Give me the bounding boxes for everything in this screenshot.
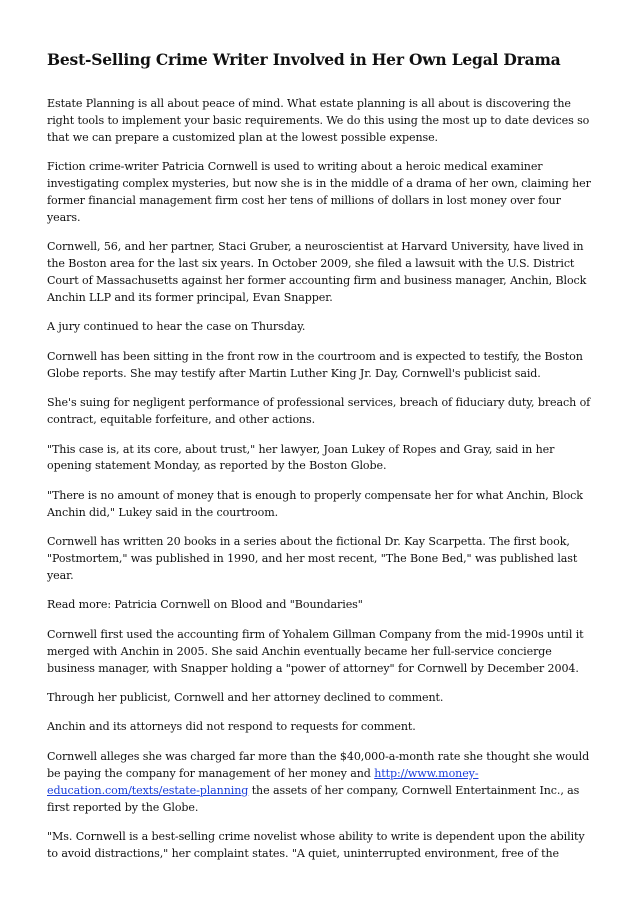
paragraph-7: "This case is, at its core, about trust," her lawyer, Joan Lukey of Ropes and Gray, said in her opening statement Monday, as reported by the Boston Globe.	[47, 442, 555, 473]
link-paragraph-after: the assets of her company, Cornwell Entertainment Inc., as first reported by the Globe.	[47, 783, 580, 814]
link-paragraph-before: Cornwell alleges she was charged far more than the $40,000-a-month rate she thought she would be paying the company for management of her money and	[47, 749, 590, 780]
paragraph-8: "There is no amount of money that is enough to properly compensate her for what Anchin, Block Anchin did," Lukey said in the courtroom.	[47, 488, 583, 519]
paragraph-9: Cornwell has written 20 books in a series about the fictional Dr. Kay Scarpetta. The first book, "Postmortem," was published in 1990, and her most recent, "The Bone Bed," was published last year.	[47, 535, 578, 582]
paragraph-6: She's suing for negligent performance of professional services, breach of fiduciary duty, breach of contract, equitable forfeiture, and other actions.	[47, 396, 591, 427]
document-page	[47, 50, 597, 875]
paragraph-13: Anchin and its attorneys did not respond to requests for comment.	[47, 720, 416, 734]
paragraph-12: Through her publicist, Cornwell and her attorney declined to comment.	[47, 690, 444, 704]
paragraph-11: Cornwell first used the accounting firm of Yohalem Gillman Company from the mid-1990s until it merged with Anchin in 2005. She said Anchin eventually became her full-service concierge business manager, with Snapper holding a "power of attorney" for Cornwell by December 2004.	[47, 627, 584, 675]
paragraph-5: Cornwell has been sitting in the front row in the courtroom and is expected to testify, the Boston Globe reports. She may testify after Martin Luther King Jr. Day, Cornwell's publicist said.	[47, 349, 583, 380]
paragraph-final: "Ms. Cornwell is a best-selling crime novelist whose ability to write is dependent upon the ability to avoid distractions," her complaint states. "A quiet, uninterrupted environment, free of the	[47, 829, 585, 860]
estate-planning-link[interactable]: http://www.money-education.com/texts/estate-planning	[47, 766, 479, 797]
article-title: Best-Selling Crime Writer Involved in Her Own Legal Drama	[47, 50, 561, 69]
article-body	[47, 96, 597, 863]
paragraph-2: Fiction crime-writer Patricia Cornwell is used to writing about a heroic medical examiner investigating complex mysteries, but now she is in the middle of a drama of her own, claiming her former financial management firm cost her tens of millions of dollars in lost money over four years.	[47, 160, 591, 224]
paragraph-with-link	[47, 749, 597, 817]
paragraph-4: A jury continued to hear the case on Thursday.	[47, 320, 306, 334]
paragraph-read-more: Read more: Patricia Cornwell on Blood and "Boundaries"	[47, 598, 363, 612]
paragraph-intro: Estate Planning is all about peace of mind. What estate planning is all about is discovering the right tools to implement your basic requirements. We do this using the most up to date devices so that we can prepare a customized plan at the lowest possible expense.	[47, 97, 590, 144]
paragraph-3: Cornwell, 56, and her partner, Staci Gruber, a neuroscientist at Harvard University, have lived in the Boston area for the last six years. In October 2009, she filed a lawsuit with the U.S. District Court of Massachusetts against her former accounting firm and business manager, Anchin, Block Anchin LLP and its former principal, Evan Snapper.	[47, 240, 587, 305]
